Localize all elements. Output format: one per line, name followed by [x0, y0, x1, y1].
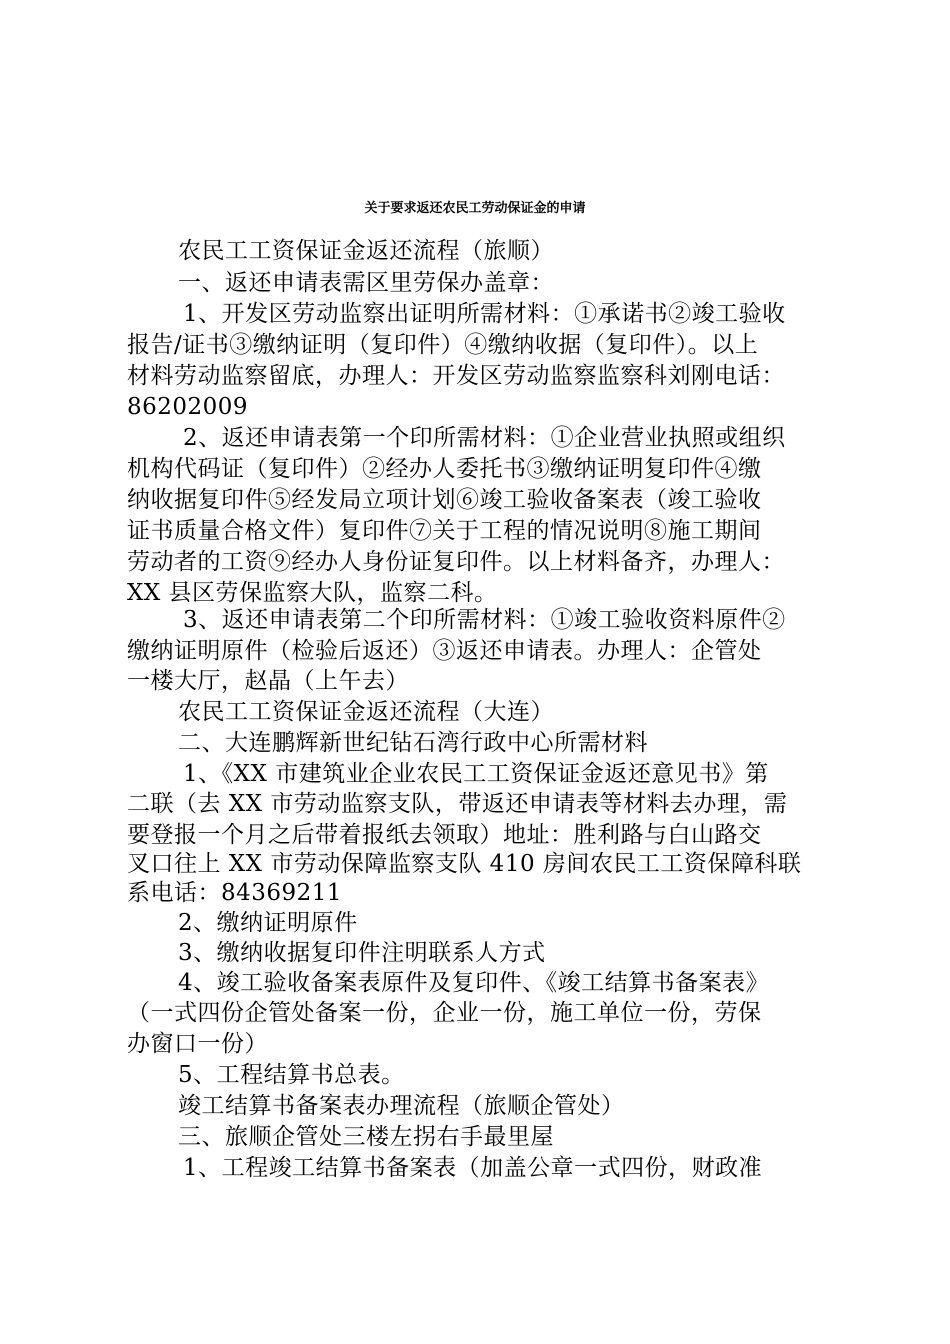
section-one-heading: 一、返还申请表需区里劳保办盖章：	[178, 270, 554, 296]
paragraph-line: 1、《XX 市建筑业企业农民工工资保证金返还意见书》第	[183, 761, 769, 787]
list-item: 3、缴纳收据复印件注明联系人方式	[178, 940, 546, 966]
paragraph-line: 系电话：84369211	[127, 880, 343, 906]
paragraph-line: 报告/证书③缴纳证明（复印件）④缴纳收据（复印件）。以上	[127, 332, 759, 358]
section-heading-completion: 竣工结算书备案表办理流程（旅顺企管处）	[178, 1093, 625, 1119]
section-two-heading: 二、大连鹏辉新世纪钻石湾行政中心所需材料	[178, 730, 648, 756]
paragraph-line: 证书质量合格文件）复印件⑦关于工程的情况说明⑧施工期间	[127, 518, 762, 544]
paragraph-line: 纳收据复印件⑤经发局立项计划⑥竣工验收备案表（竣工验收	[127, 487, 762, 513]
paragraph-line: 缴纳证明原件（检验后返还）③返还申请表。办理人：企管处	[127, 638, 762, 664]
paragraph-line: 要登报一个月之后带着报纸去领取）地址：胜利路与白山路交	[127, 822, 762, 848]
paragraph-line: 86202009	[127, 394, 249, 420]
paragraph-line: 机构代码证（复印件）②经办人委托书③缴纳证明复印件④缴	[127, 456, 762, 482]
paragraph-line: 办窗口一份）	[127, 1031, 268, 1057]
section-three-heading: 三、旅顺企管处三楼左拐右手最里屋	[178, 1124, 554, 1150]
paragraph-line: 劳动者的工资⑨经办人身份证复印件。以上材料备齐，办理人：	[127, 549, 785, 575]
list-item: 2、缴纳证明原件	[178, 910, 358, 936]
list-item: 5、工程结算书总表。	[178, 1062, 405, 1088]
paragraph-line: （一式四份企管处备案一份，企业一份，施工单位一份，劳保	[127, 1000, 762, 1026]
paragraph-line: 1、工程竣工结算书备案表（加盖公章一式四份，财政准	[183, 1155, 763, 1181]
paragraph-line: 3、返还申请表第二个印所需材料：①竣工验收资料原件②	[183, 607, 786, 633]
paragraph-line: 1、开发区劳动监察出证明所需材料：①承诺书②竣工验收	[183, 301, 786, 327]
paragraph-line: 2、返还申请表第一个印所需材料：①企业营业执照或组织	[183, 425, 786, 451]
paragraph-line: XX 县区劳保监察大队，监察二科。	[127, 580, 498, 606]
paragraph-line: 一楼大厅，赵晶（上午去）	[127, 668, 409, 694]
section-heading-lvshun: 农民工工资保证金返还流程（旅顺）	[178, 238, 554, 264]
section-heading-dalian: 农民工工资保证金返还流程（大连）	[178, 699, 554, 725]
document-title: 关于要求返还农民工劳动保证金的申请	[364, 201, 586, 216]
paragraph-line: 叉口往上 XX 市劳动保障监察支队 410 房间农民工工资保障科联	[127, 851, 802, 877]
paragraph-line: 二联（去 XX 市劳动监察支队，带返还申请表等材料去办理，需	[127, 791, 788, 817]
paragraph-line: 材料劳动监察留底，办理人：开发区劳动监察监察科刘刚电话：	[127, 363, 785, 389]
list-item: 4、竣工验收备案表原件及复印件、《竣工结算书备案表》	[178, 970, 770, 996]
